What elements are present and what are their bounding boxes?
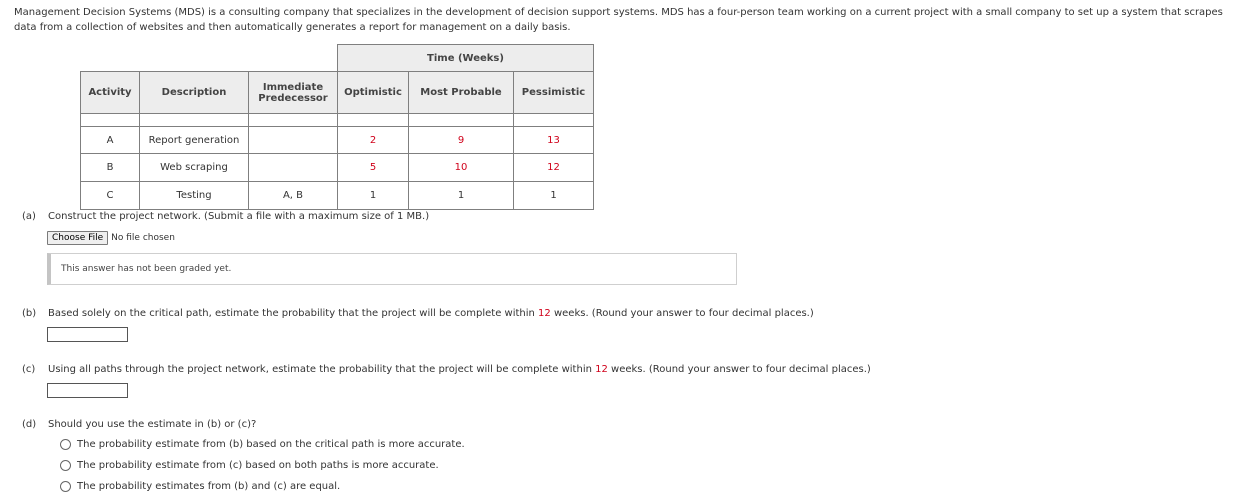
choose-file-button[interactable]: Choose File (47, 231, 108, 245)
option-d-1[interactable] (60, 439, 465, 450)
cell-description: Testing (140, 182, 249, 210)
option-d-2-label: The probability estimate from (c) based on both paths is more accurate. (77, 460, 439, 471)
answer-b-input[interactable] (47, 327, 128, 342)
cell-optimistic: 5 (338, 154, 409, 182)
question-c-label: (c) (22, 364, 36, 375)
answer-c-input[interactable] (47, 383, 128, 398)
cell-activity: C (81, 182, 140, 210)
option-d-3-label: The probability estimates from (b) and (c) are equal. (77, 481, 341, 492)
option-d-2[interactable] (60, 460, 439, 471)
question-d (22, 419, 256, 430)
header-most-probable: Most Probable (409, 72, 514, 114)
header-optimistic: Optimistic (338, 72, 409, 114)
cell-predecessor (249, 154, 338, 182)
header-pessimistic: Pessimistic (514, 72, 594, 114)
cell-most-probable: 9 (409, 127, 514, 154)
file-upload (47, 231, 175, 245)
time-weeks-header: Time (Weeks) (338, 45, 594, 72)
cell-most-probable: 1 (409, 182, 514, 210)
header-activity: Activity (81, 72, 140, 114)
question-a (22, 211, 429, 222)
question-d-label: (d) (22, 419, 37, 430)
question-b-text-start: Based solely on the critical path, estimate the probability that the project will be complete within (48, 308, 539, 319)
question-b-label: (b) (22, 308, 37, 319)
radio-button[interactable] (60, 481, 71, 492)
question-d-text: Should you use the estimate in (b) or (c)? (48, 419, 257, 430)
option-d-1-label: The probability estimate from (b) based on the critical path is more accurate. (77, 439, 465, 450)
activity-table (80, 44, 594, 210)
option-d-3[interactable] (60, 481, 340, 492)
radio-button[interactable] (60, 439, 71, 450)
cell-pessimistic: 1 (514, 182, 594, 210)
radio-button[interactable] (60, 460, 71, 471)
cell-pessimistic: 12 (514, 154, 594, 182)
question-c-text-start: Using all paths through the project network, estimate the probability that the project will be complete within (48, 364, 596, 375)
grade-status-box (47, 253, 737, 285)
table-row (81, 127, 594, 154)
cell-most-probable: 10 (409, 154, 514, 182)
grade-status-text: This answer has not been graded yet. (61, 264, 232, 274)
question-b-weeks: 12 (538, 308, 551, 319)
cell-description: Report generation (140, 127, 249, 154)
question-c-weeks: 12 (595, 364, 608, 375)
cell-activity: B (81, 154, 140, 182)
question-b-text-end: weeks. (Round your answer to four decimal places.) (550, 308, 814, 319)
problem-intro: Management Decision Systems (MDS) is a consulting company that specializes in the development of decision support systems. MDS has a four-person team working on a current project with a small company to set up a system that scrapes data from a collection of websites and then automatically generates a report for management on a daily basis. (14, 7, 1223, 33)
cell-pessimistic: 13 (514, 127, 594, 154)
cell-description: Web scraping (140, 154, 249, 182)
question-c-text-end: weeks. (Round your answer to four decimal places.) (607, 364, 871, 375)
header-predecessor: Immediate Predecessor (249, 72, 338, 114)
cell-predecessor: A, B (249, 182, 338, 210)
header-description: Description (140, 72, 249, 114)
question-c (22, 364, 871, 375)
question-a-text: Construct the project network. (Submit a file with a maximum size of 1 MB.) (48, 211, 430, 222)
question-a-label: (a) (22, 211, 36, 222)
cell-optimistic: 2 (338, 127, 409, 154)
cell-optimistic: 1 (338, 182, 409, 210)
cell-activity: A (81, 127, 140, 154)
question-b (22, 308, 814, 319)
file-status-text: No file chosen (111, 233, 175, 243)
cell-predecessor (249, 127, 338, 154)
table-row (81, 154, 594, 182)
table-row (81, 182, 594, 210)
